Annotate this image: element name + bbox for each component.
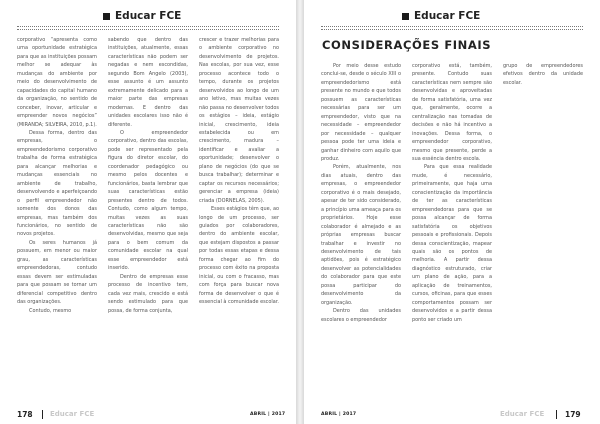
page-header-right xyxy=(402,10,480,22)
text-column-1 xyxy=(17,36,97,315)
paragraph: Os seres humanos já possuem, em menor ou maior grau, as características empreendedoras, contudo essas devem ser estimuladas para que possam se tornar um diferencial competitivo dentro das organizações. xyxy=(17,239,97,306)
page-number: 179 xyxy=(565,410,581,419)
paragraph: Porém, atualmente, nos dias atuais, dentro das empresas, o empreendedor corporativo é o mais desejado, apesar de ter sido considerado, a princípio uma ameaça para os proprietários. Hoje esse colaborador é almejado e as próprias empresas buscar trabalhar e investir no desenvolvimento de tais aptidões, pois é estratégico desenvolver as potencialidades do colaborador para que este possa participar do desenvolvimento da organização. xyxy=(321,164,401,306)
left-page xyxy=(0,0,296,424)
square-bullet-icon xyxy=(402,13,409,20)
footer-magazine: Educar FCE xyxy=(50,410,95,418)
text-column-3 xyxy=(199,36,279,307)
footer-magazine: Educar FCE xyxy=(500,410,545,418)
text-column-2 xyxy=(108,36,188,315)
header-title: Educar FCE xyxy=(115,10,182,22)
text-column-2 xyxy=(412,62,492,324)
paragraph: grupo de empreendedores efetivos dentro da unidade escolar. xyxy=(503,63,583,86)
footer-separator xyxy=(42,410,43,419)
paragraph: Esses estágios têm que, ao longo de um processo, ser guiados por colaboradores, dentro do ambiente escolar, que estejam dispostos a passar por todas essas etapas e dessa forma chegar ao fim do processo com êxito na proposta inicial, ou com o fracasso, mas com força para buscar nova forma de desenvolver o que é essencial à comunidade escolar. xyxy=(199,206,279,306)
text-column-3 xyxy=(503,62,583,87)
right-page xyxy=(304,0,600,424)
page-footer-right xyxy=(304,406,600,424)
paragraph: corporativo “apresenta como uma oportunidade estratégica para que as instituições possam melhor se adequar às mudanças do ambiente por meio do desenvolvimento de capacidades do capital humano da organização, no sentido de conceber, inovar, articular e empreender novos negócios” (MIRANDA; SILVEIRA, 2010, p.1). xyxy=(17,37,97,128)
page-footer-left xyxy=(0,406,296,424)
paragraph: sabendo que dentro das instituições, atualmente, essas características não podem ser negadas e nem escondidas, segundo Bom Angelo (2003), esse assunto é um assunto extremamente delicado para a maior parte das empresas modernas. E dentro das unidades escolares isso não é diferente. xyxy=(108,37,188,128)
book-gutter xyxy=(296,0,304,424)
paragraph: Dessa forma, dentro das empresas, o empreendedorismo corporativo trabalha de forma estratégica para alcançar melhorias e mudanças essenciais no ambiente de trabalho, desenvolvendo e aperfeiçoando o perfil empreendedor não somente dos donos das empresas, mas também dos funcionários, no sentido de novos projetos. xyxy=(17,129,97,238)
footer-date: ABRIL | 2017 xyxy=(250,412,286,417)
paragraph: Por meio desse estudo conclui-se, desde o século XIII o empreendedorismo está presente no mundo e que todos possuem as características necessárias para ser um empreendedor, visto que na necessidade – empreendedor por necessidade – qualquer pessoa pode ter uma ideia e ganhar dinheiro com aquilo que produz. xyxy=(321,63,401,162)
header-divider xyxy=(17,26,279,30)
page-number: 178 xyxy=(17,410,33,419)
paragraph: O empreendedor corporativo, dentro das escolas, pode ser representado pela figura do diretor escolar, do coordenador pedagógico ou mesmo pelos docentes e funcionários, basta lembrar que suas características estão presentes dentro de todos. Contudo, como algum tempo, muitas vezes as suas características não são desenvolvidas, mesmo que seja para o bem comum da comunidade escolar na qual esse empreendedor está inserido. xyxy=(108,129,188,272)
section-title: CONSIDERAÇÕES FINAIS xyxy=(322,38,492,52)
paragraph: Dentro das unidades escolares o empreendedor xyxy=(321,308,401,323)
square-bullet-icon xyxy=(103,13,110,20)
paragraph: Dentro de empresas esse processo de incentivo tem, cada vez mais, crescido e está sendo estimulado para que possa, de forma conjunta, xyxy=(108,273,188,314)
paragraph: Para que essa realidade mude, é necessário, primeiramente, que haja uma conscientização da importância de ter as características empreendedoras para que se possa alcançar de forma satisfatória os objetivos pessoais e profissionais. Depois dessa conscientização, mapear quais são os pontos de melhoria. A partir dessa diagnóstico estruturado, criar um plano de ação, para a aplicação de treinamentos, cursos, oficinas, para que esses comportamentos possam ser desenvolvidos e a partir dessa ponto ser criado um xyxy=(412,164,492,323)
header-title: Educar FCE xyxy=(414,10,481,22)
header-divider xyxy=(321,26,583,30)
paragraph: Contudo, mesmo xyxy=(29,307,72,314)
paragraph: crescer e trazer melhorias para o ambiente corporativo no desenvolvimento de projetos. Nas escolas, por sua vez, esse processo acontece todo o tempo, durante os projetos desenvolvidos ao longo de um ano letivo, mas muitas vezes não passa no desenvolver todos os estágios – ideia, estágio inicial, crescimento, ideia estabelecida ou em crescimento, madura – identificar e avaliar a oportunidade; desenvolver o plano de negócios (do que se busca trabalhar); determinar e captar os recursos necessários; gerenciar a empresa (ideia) criada (DORNELAS, 2005). xyxy=(199,37,279,204)
text-column-1 xyxy=(321,62,401,324)
page-header-left xyxy=(103,10,181,22)
footer-separator xyxy=(556,410,557,419)
footer-date: ABRIL | 2017 xyxy=(321,412,357,417)
paragraph: corporativo está, também, presente. Contudo suas características nem sempre são desenvolvidas e aproveitadas de forma satisfatória, uma vez que, geralmente, ocorre a centralização nas tomadas de decisões e não há incentivo a inovações. Dessa forma, o empreendedor corporativo, mesmo que presente, perde a sua essência dentro escola. xyxy=(412,63,492,162)
